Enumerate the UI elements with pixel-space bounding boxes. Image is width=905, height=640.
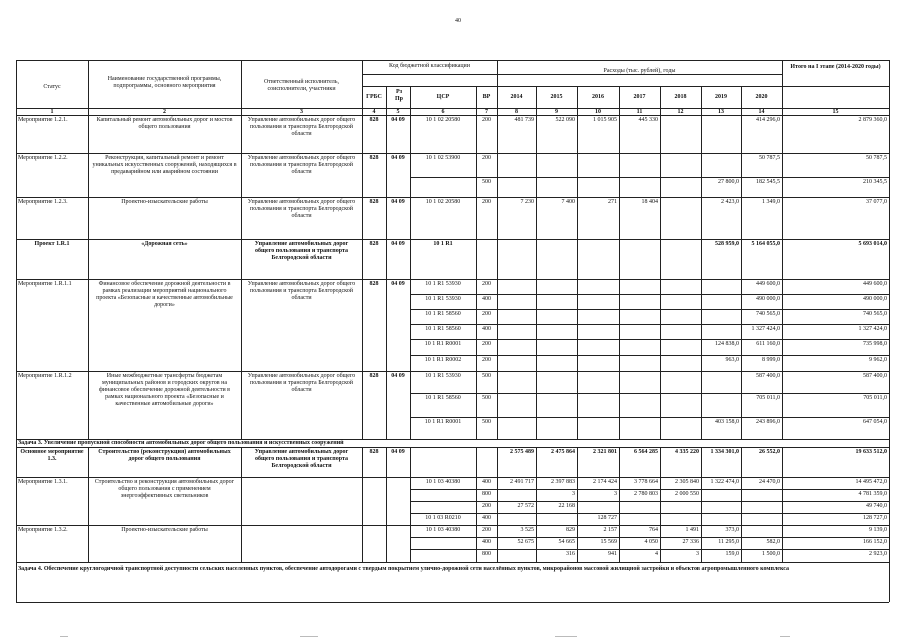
row-total: 490 000,0 (863, 296, 887, 302)
row-vr: 400 (482, 539, 491, 545)
row-value: 5 164 055,0 (751, 241, 780, 247)
row-value: 124 838,0 (715, 341, 739, 347)
row-value: 481 739 (514, 117, 534, 123)
row-csr: 10 1 02 53900 (425, 155, 461, 161)
row-value: 52 675 (517, 539, 534, 545)
row-vr: 800 (482, 551, 491, 557)
task-4-heading: Задача 4. Обеспечение круглогодичной транспортной доступности сельских населенных пунктов, обеспечение автодорогами с твердым покрытием улично-дорожной сети населённых пунктов, микрорайонов массовой жилищной застройки и объектов агропромышленного комплекса (18, 566, 790, 572)
row-total: 166 152,0 (863, 539, 887, 545)
row-value: 2 157 (603, 527, 617, 533)
row-value: 3 (614, 491, 617, 497)
header-program-name: Наименование государственной программы, подпрограммы, основного мероприятия (107, 76, 222, 89)
row-value: 445 330 (638, 117, 658, 123)
column-number: 1 (50, 109, 54, 115)
header-year: 2018 (674, 94, 687, 100)
row-value: 587 400,0 (756, 373, 780, 379)
row-name: Капитальный ремонт автомобильных дорог и мостов общего пользования (96, 117, 233, 130)
row-value: 705 011,0 (756, 395, 780, 401)
row-value: 3 525 (520, 527, 534, 533)
row-value: 4 335 220 (675, 449, 699, 455)
row-total: 19 633 512,0 (855, 449, 887, 455)
row-total: 705 011,0 (863, 395, 887, 401)
column-number: 6 (441, 109, 445, 115)
row-csr: 10 1 R1 53930 (425, 296, 461, 302)
row-value: 414 296,0 (756, 117, 780, 123)
row-executor: Управление автомобильных дорог общего пользования и транспорта Белгородской области (254, 241, 349, 261)
row-vr: 500 (482, 395, 491, 401)
row-grbs: 828 (369, 373, 379, 379)
row-executor: Управление автомобильных дорог общего пользования и транспорта Белгородской области (247, 281, 356, 301)
row-value: 54 665 (558, 539, 575, 545)
header-year: 2019 (715, 94, 727, 100)
row-csr: 10 1 R1 58560 (425, 326, 461, 332)
row-vr: 200 (482, 155, 491, 161)
row-total: 50 787,5 (866, 155, 887, 161)
column-number: 13 (718, 109, 724, 115)
row-status: Мероприятие 1.3.2. (18, 527, 68, 533)
row-value: 2 305 840 (675, 479, 699, 485)
row-csr: 10 1 R1 53930 (425, 373, 461, 379)
row-value: 3 778 664 (634, 479, 658, 485)
column-number: 12 (677, 109, 684, 115)
row-status: Мероприятие 1.R.1.2 (18, 373, 72, 379)
column-number: 3 (300, 109, 303, 115)
row-total: 5 693 014,0 (858, 241, 887, 247)
row-name: «Дорожная сеть» (141, 241, 188, 247)
row-value: 22 168 (558, 503, 575, 509)
header-csr: ЦСР (436, 94, 450, 100)
row-value: 50 787,5 (759, 155, 780, 161)
header-year: 2020 (755, 94, 768, 100)
row-value: 243 896,0 (756, 419, 780, 425)
row-csr: 10 1 R1 R0002 (424, 357, 462, 363)
row-value: 1 491 (685, 527, 699, 533)
row-value: 963,0 (725, 357, 739, 363)
row-total: 2 923,0 (869, 551, 887, 557)
row-vr: 200 (482, 281, 491, 287)
row-value: 2 321 801 (593, 449, 617, 455)
row-value: 27 800,0 (718, 179, 739, 185)
column-number: 14 (758, 109, 765, 115)
row-grbs: 828 (369, 241, 379, 247)
row-rzpr: 04 09 (391, 241, 405, 247)
row-value: 27 572 (517, 503, 534, 509)
row-vr: 400 (482, 296, 491, 302)
row-value: 24 470,0 (759, 479, 780, 485)
row-vr: 200 (482, 503, 491, 509)
row-value: 522 090 (555, 117, 575, 123)
row-rzpr: 04 09 (391, 117, 405, 123)
row-grbs: 828 (369, 281, 379, 287)
row-value: 27 336 (682, 539, 699, 545)
row-value: 4 (655, 551, 658, 557)
row-vr: 800 (482, 491, 491, 497)
row-csr: 10 1 R1 R0001 (424, 341, 462, 347)
row-rzpr: 04 09 (391, 373, 405, 379)
row-total: 4 781 359,0 (858, 491, 887, 497)
header-year: 2015 (550, 94, 563, 100)
row-total: 1 327 424,0 (858, 326, 887, 332)
row-name: Строительство (реконструкция) автомобильных дорог общего пользования (98, 449, 231, 462)
row-csr: 10 1 03 40380 (425, 479, 461, 485)
row-value: 128 727 (597, 515, 617, 521)
row-executor: Управление автомобильных дорог общего пользования и транспорта Белгородской области (247, 373, 356, 393)
row-csr: 10 1 03 40380 (425, 527, 461, 533)
row-value: 1 349,0 (762, 199, 780, 205)
row-csr: 10 1 03 R0210 (425, 515, 461, 521)
row-vr: 200 (482, 527, 491, 533)
row-value: 1 327 424,0 (751, 326, 780, 332)
header-expenses: Расходы (тыс. рублей), годы (603, 68, 676, 74)
row-value: 26 552,0 (759, 449, 780, 455)
row-executor: Управление автомобильных дорог общего пользования и транспорта Белгородской области (254, 449, 349, 469)
row-name: Строительство и реконструкция автомобильных дорог общего пользования с применением энергоэффективных светильников (94, 479, 235, 499)
column-number: 9 (555, 109, 558, 115)
row-rzpr: 04 09 (391, 281, 405, 287)
row-grbs: 828 (369, 449, 379, 455)
row-value: 403 158,0 (715, 419, 739, 425)
row-vr: 400 (482, 479, 491, 485)
row-rzpr: 04 09 (391, 449, 405, 455)
row-total: 14 495 472,0 (855, 479, 887, 485)
row-value: 2 423,0 (721, 199, 739, 205)
row-name: Проектно-изыскательские работы (121, 199, 208, 205)
row-value: 159,0 (725, 551, 739, 557)
row-total: 49 740,0 (866, 503, 887, 509)
row-value: 582,0 (766, 539, 780, 545)
row-vr: 200 (482, 341, 491, 347)
row-value: 8 999,0 (762, 357, 780, 363)
row-value: 764 (649, 527, 658, 533)
column-number: 10 (595, 109, 601, 115)
row-status: Мероприятие 1.R.1.1 (18, 281, 72, 287)
row-status: Мероприятие 1.3.1. (18, 479, 68, 485)
row-status: Мероприятие 1.2.3. (18, 199, 68, 205)
row-value: 4 050 (644, 539, 658, 545)
row-value: 182 545,5 (756, 179, 780, 185)
row-csr: 10 1 02 20580 (425, 117, 461, 123)
row-rzpr: 04 09 (391, 199, 405, 205)
row-vr: 500 (482, 419, 491, 425)
header-vr: ВР (482, 94, 491, 100)
row-total: 735 998,0 (863, 341, 887, 347)
row-total: 9 139,0 (869, 527, 887, 533)
column-number: 2 (163, 109, 166, 115)
row-status: Мероприятие 1.2.2. (18, 155, 68, 161)
row-value: 1 500,0 (762, 551, 780, 557)
row-vr: 500 (482, 373, 491, 379)
column-number: 11 (636, 109, 643, 115)
row-csr: 10 1 R1 58560 (425, 311, 461, 317)
row-name: Финансовое обеспечение дорожной деятельности в рамках реализации мероприятий национального проекта «Безопасные и качественные автомобильные дороги» (96, 281, 233, 308)
row-grbs: 828 (369, 199, 379, 205)
row-rzpr: 04 09 (391, 155, 405, 161)
row-value: 3 (696, 551, 699, 557)
row-vr: 400 (482, 326, 491, 332)
header-year: 2016 (592, 94, 604, 100)
page-number: 40 (455, 18, 461, 24)
row-vr: 200 (482, 311, 491, 317)
column-number: 7 (485, 109, 488, 115)
row-grbs: 828 (369, 117, 379, 123)
row-value: 2 174 424 (593, 479, 617, 485)
row-value: 6 564 285 (634, 449, 658, 455)
row-total: 740 565,0 (863, 311, 887, 317)
header-total: Итого на I этапе (2014-2020 годы) (790, 64, 881, 70)
column-number: 4 (372, 109, 376, 115)
row-total: 9 962,0 (869, 357, 887, 363)
row-value: 18 404 (641, 199, 658, 205)
header-rz-pr: Рз Пр (394, 89, 403, 102)
row-value: 490 000,0 (756, 296, 780, 302)
row-total: 647 054,0 (863, 419, 887, 425)
row-status: Основное мероприятие 1.3. (20, 449, 84, 462)
row-name: Реконструкция, капитальный ремонт и ремонт уникальных искусственных сооружений, находящихся в предаварийном или аварийном состоянии (92, 155, 237, 175)
row-vr: 500 (482, 179, 491, 185)
row-status: Мероприятие 1.2.1. (18, 117, 68, 123)
row-csr: 10 1 02 20580 (425, 199, 461, 205)
row-total: 210 345,5 (863, 179, 887, 185)
row-total: 37 077,0 (866, 199, 887, 205)
row-value: 1 334 301,0 (710, 449, 739, 455)
row-value: 829 (566, 527, 575, 533)
row-csr: 10 1 R1 53930 (425, 281, 461, 287)
header-executor: Ответственный исполнитель, соисполнители, участники (264, 79, 339, 92)
row-vr: 200 (482, 199, 491, 205)
row-value: 2 475 864 (551, 449, 575, 455)
row-name: Проектно-изыскательские работы (121, 527, 208, 533)
column-number: 5 (396, 109, 400, 115)
row-value: 2 575 489 (510, 449, 534, 455)
header-status: Статус (43, 84, 61, 90)
row-status: Проект 1.R.1 (34, 241, 70, 247)
row-csr: 10 1 R1 58560 (425, 395, 461, 401)
row-value: 740 565,0 (756, 311, 780, 317)
row-vr: 400 (482, 515, 491, 521)
row-total: 449 600,0 (863, 281, 887, 287)
row-value: 1 322 474,0 (710, 479, 739, 485)
row-csr: 10 1 R1 (433, 241, 453, 247)
column-number: 8 (515, 109, 518, 115)
row-vr: 200 (482, 357, 491, 363)
row-value: 528 959,0 (715, 241, 739, 247)
row-value: 373,0 (725, 527, 739, 533)
header-grbs: ГРБС (366, 94, 382, 100)
row-value: 2 397 883 (551, 479, 575, 485)
row-value: 2 000 550 (675, 491, 699, 497)
row-value: 271 (608, 199, 617, 205)
header-year: 2017 (633, 94, 646, 100)
row-value: 7 400 (561, 199, 575, 205)
row-total: 2 879 360,0 (858, 117, 887, 123)
row-value: 15 569 (600, 539, 617, 545)
row-value: 2 780 803 (634, 491, 658, 497)
row-value: 316 (566, 551, 575, 557)
row-value: 611 160,0 (756, 341, 780, 347)
task-3-heading: Задача 3. Увеличение пропускной способности автомобильных дорог общего пользования и искусственных сооружений (18, 440, 344, 446)
row-csr: 10 1 R1 R0001 (424, 419, 462, 425)
row-vr: 200 (482, 117, 491, 123)
row-value: 3 (572, 491, 575, 497)
row-total: 128 727,0 (863, 515, 887, 521)
row-executor: Управление автомобильных дорог общего пользования и транспорта Белгородской области (247, 199, 356, 219)
row-value: 941 (608, 551, 617, 557)
row-total: 587 400,0 (863, 373, 887, 379)
row-value: 1 015 905 (593, 117, 617, 123)
header-year: 2014 (510, 94, 523, 100)
row-value: 2 491 717 (510, 479, 534, 485)
row-value: 11 295,0 (718, 539, 739, 545)
row-value: 7 230 (520, 199, 534, 205)
row-grbs: 828 (369, 155, 379, 161)
row-value: 449 600,0 (756, 281, 780, 287)
header-budget-code: Код бюджетной классификации (389, 63, 470, 69)
row-executor: Управление автомобильных дорог общего пользования и транспорта Белгородской области (247, 117, 356, 137)
column-number: 15 (832, 109, 839, 115)
row-executor: Управление автомобильных дорог общего пользования и транспорта Белгородской области (247, 155, 356, 175)
row-name: Иные межбюджетные трансферты бюджетам муниципальных районов и городских округов на финансовое обеспечение дорожной деятельности в рамках национального проекта «Безопасные и качественные автомобильные дороги» (99, 373, 230, 407)
